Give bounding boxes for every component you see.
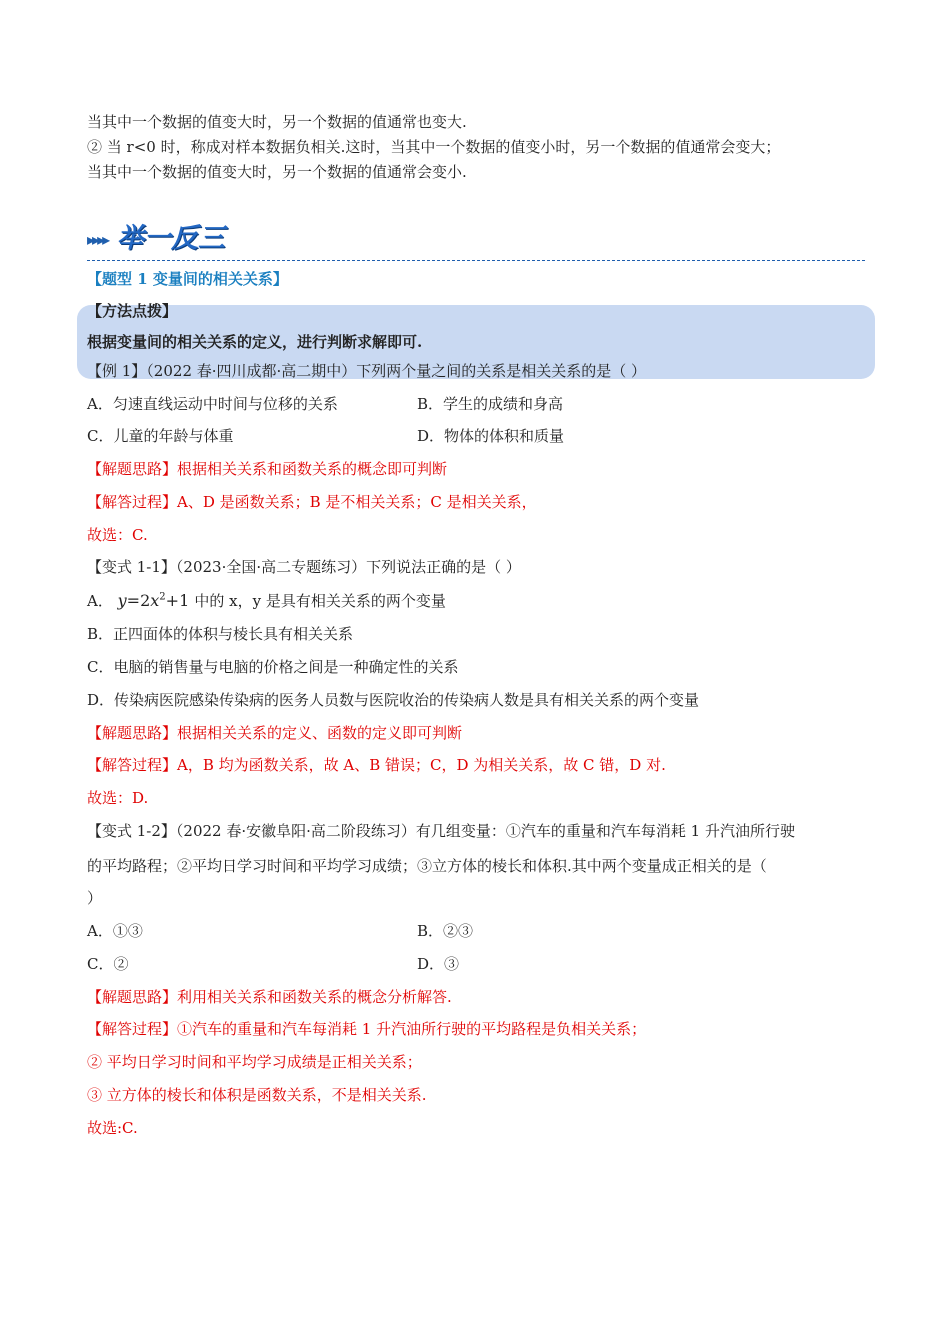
equation (118, 591, 195, 610)
variant-1-1-option-b: B．正四面体的体积与棱长具有相关关系 (87, 625, 354, 644)
example-1-options-row-2 (87, 424, 867, 449)
variant-1-1-process: 【解答过程】A，B 均为函数关系，故 A、B 错误；C，D 为相关关系，故 C 错，D 对. (87, 756, 666, 775)
intro-line-3: 当其中一个数据的值变大时，另一个数据的值通常会变小. (87, 162, 467, 181)
dashed-divider (87, 260, 865, 261)
example-1-process: 【解答过程】A、D 是函数关系；B 是不相关关系；C 是相关关系， (87, 492, 537, 511)
method-tip (87, 299, 867, 355)
method-title: 【方法点拨】 (87, 302, 178, 321)
eq-x: x (150, 591, 160, 610)
option-a: A．①③ (87, 922, 143, 941)
example-1-answer: 故选：C. (87, 525, 148, 544)
variant-1-1-option-d: D．传染病医院感染传染病的医务人员数与医院收治的传染病人数是具有相关关系的两个变量 (87, 690, 700, 709)
variant-1-2-answer: 故选:C. (87, 1118, 138, 1137)
variant-1-2-stem-1: 【变式 1-2】（2022 春·安徽阜阳·高二阶段练习）有几组变量：①汽车的重量和汽车每消耗 1 升汽油所行驶 (87, 821, 795, 840)
intro-line-2: ② 当 r<0 时，称成对样本数据负相关.这时，当其中一个数据的值变小时，另一个数据的值通常会变大； (87, 137, 781, 156)
option-c: C．② (87, 954, 129, 973)
method-text: 根据变量间的相关关系的定义，进行判断求解即可. (87, 333, 423, 351)
option-a-text: 中的 x，y 是具有相关关系的两个变量 (194, 592, 446, 610)
variant-1-2-options-row-1 (87, 919, 867, 944)
eq-mid: =2 (126, 591, 151, 610)
variant-1-2-process-1: 【解答过程】①汽车的重量和汽车每消耗 1 升汽油所行驶的平均路程是负相关关系； (87, 1020, 647, 1039)
variant-1-2-stem-2: 的平均路程；②平均日学习时间和平均学习成绩；③立方体的棱长和体积.其中两个变量成正相关的是（ (87, 856, 767, 875)
variant-1-1-idea: 【解题思路】根据相关关系的定义、函数的定义即可判断 (87, 723, 463, 742)
eq-y: y (117, 591, 127, 610)
example-1-idea: 【解题思路】根据相关关系和函数关系的概念即可判断 (87, 460, 448, 478)
section-banner (87, 218, 867, 258)
example-1-stem: 【例 1】（2022 春·四川成都·高二期中）下列两个量之间的关系是相关关系的是（ ） (87, 361, 647, 380)
variant-1-1-option-c: C．电脑的销售量与电脑的价格之间是一种确定性的关系 (87, 658, 459, 677)
option-a: A．匀速直线运动中时间与位移的关系 (87, 394, 338, 413)
example-1-options-row-1 (87, 392, 867, 417)
variant-1-2-idea: 【解题思路】利用相关关系和函数关系的概念分析解答. (87, 987, 452, 1006)
option-c: C．儿童的年龄与体重 (87, 427, 234, 446)
document-page (87, 110, 867, 1140)
variant-1-1-answer: 故选：D. (87, 789, 149, 808)
option-d: D．物体的体积和质量 (417, 427, 565, 446)
option-d: D．③ (417, 954, 460, 973)
eq-exponent: 2 (159, 591, 166, 603)
variant-1-1-option-a (87, 588, 867, 614)
eq-end: +1 (165, 591, 190, 610)
banner-title: 举一反三 (117, 223, 225, 255)
variant-1-2-options-row-2 (87, 952, 867, 977)
type-1-title: 【题型 1 变量间的相关关系】 (87, 270, 288, 289)
variant-1-2-process-2: ② 平均日学习时间和平均学习成绩是正相关关系； (87, 1053, 422, 1072)
variant-1-2-stem-3: ） (87, 889, 103, 908)
triple-arrow-icon: ▸▸▸▸ (87, 230, 108, 250)
option-b: B．②③ (417, 922, 474, 941)
variant-1-2-process-3: ③ 立方体的棱长和体积是函数关系，不是相关关系. (87, 1085, 427, 1104)
option-a-label: A． (87, 592, 113, 610)
intro-line-1: 当其中一个数据的值变大时，另一个数据的值通常也变大. (87, 113, 467, 131)
option-b: B．学生的成绩和身高 (417, 394, 564, 413)
variant-1-1-stem: 【变式 1-1】（2023·全国·高二专题练习）下列说法正确的是（ ） (87, 558, 521, 577)
